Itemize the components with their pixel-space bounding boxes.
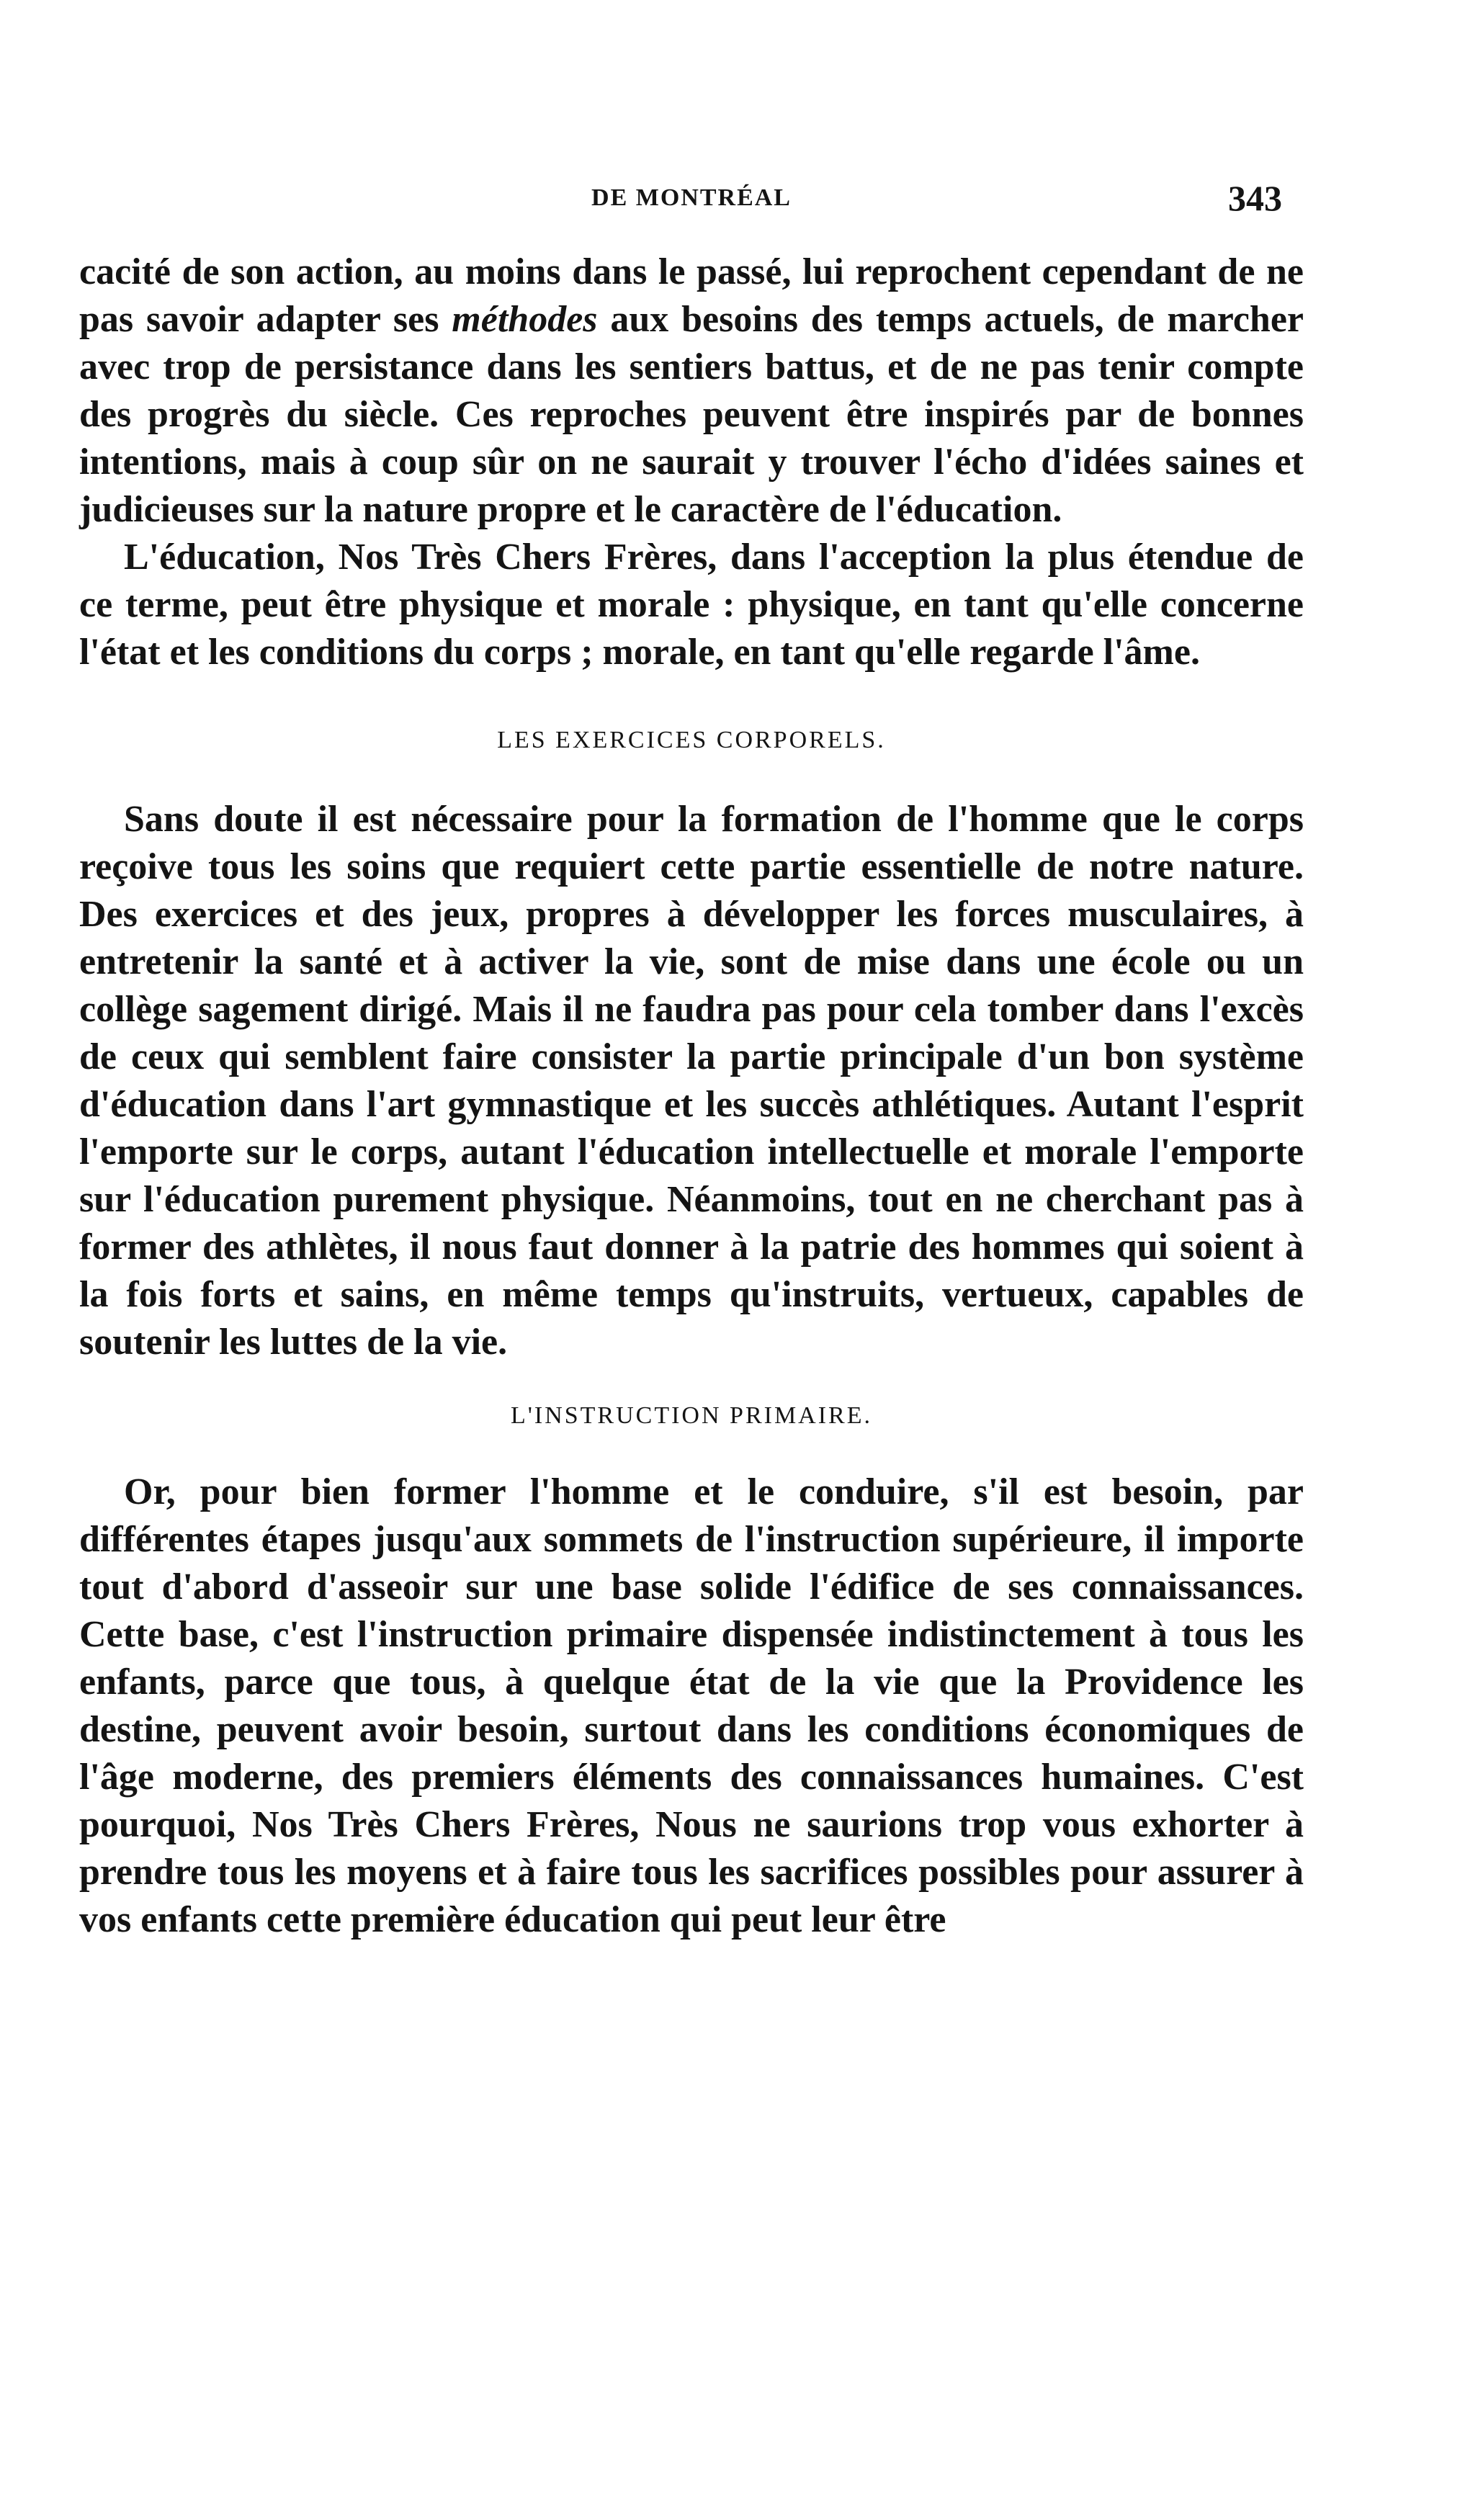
paragraph-1-text-start: cacité de son action, au moins dans le passé, lui reprochent cependant de ne pas savoir adapter ses (79, 251, 1304, 340)
body-text (79, 248, 1304, 1944)
paragraph-education: L'éducation, Nos Très Chers Frères, dans l'acception la plus étendue de ce terme, peut être physique et morale : physique, en tant qu'elle concerne l'état et les conditions du corps ; morale, en tant qu'elle regarde l'âme. (79, 537, 1304, 673)
page-number: 343 (1228, 178, 1282, 218)
running-title: DE MONTRÉAL (591, 184, 792, 211)
running-header (79, 180, 1304, 223)
section-heading-exercices-corporels: LES EXERCICES CORPORELS. (497, 727, 886, 753)
section-heading-instruction-primaire: L'INSTRUCTION PRIMAIRE. (510, 1402, 873, 1429)
paragraph-exercices: Sans doute il est nécessaire pour la formation de l'homme que le corps reçoive tous les soins que requiert cette partie essentielle de notre nature. Des exercices et des jeux, propres à développer les forces musculaires, à entretenir la santé et à activer la vie, sont de mise dans une école ou un collège sagement dirigé. Mais il ne faudra pas pour cela tomber dans l'excès de ceux qui semblent faire consister la partie principale d'un bon système d'éducation dans l'art gymnastique et les succès athlétiques. Autant l'esprit l'emporte sur le corps, autant l'éducation intellectuelle et morale l'emporte sur l'éducation purement physique. Néanmoins, tout en ne cherchant pas à former des athlètes, il nous faut donner à la patrie des hommes qui soient à la fois forts et sains, en même temps qu'instruits, vertueux, capables de soutenir les luttes de la vie. (79, 799, 1304, 1363)
emphasis-methodes: méthodes (452, 299, 598, 340)
paragraph-1-text-end: aux besoins des temps actuels, de marcher avec trop de persistance dans les sentiers battus, et de ne pas tenir compte des progrès du siècle. Ces reproches peuvent être inspirés par de bonnes intentions, mais à coup sûr on ne saurait y trouver l'écho d'idées saines et judicieuses sur la nature propre et le caractère de l'éducation. (79, 299, 1304, 530)
book-page (79, 0, 1304, 2520)
paragraph-continued (79, 248, 1304, 534)
paragraph-instruction: Or, pour bien former l'homme et le conduire, s'il est besoin, par différentes étapes jusqu'aux sommets de l'instruction supérieure, il importe tout d'abord d'asseoir sur une base solide l'édifice de ses connaissances. Cette base, c'est l'instruction primaire dispensée indistinctement à tous les enfants, parce que tous, à quelque état de la vie que la Providence les destine, peuvent avoir besoin, surtout dans les conditions économiques de l'âge moderne, des premiers éléments des connaissances humaines. C'est pourquoi, Nos Très Chers Frères, Nous ne saurions trop vous exhorter à prendre tous les moyens et à faire tous les sacrifices possibles pour assurer à vos enfants cette première éducation qui peut leur être (79, 1471, 1304, 1940)
